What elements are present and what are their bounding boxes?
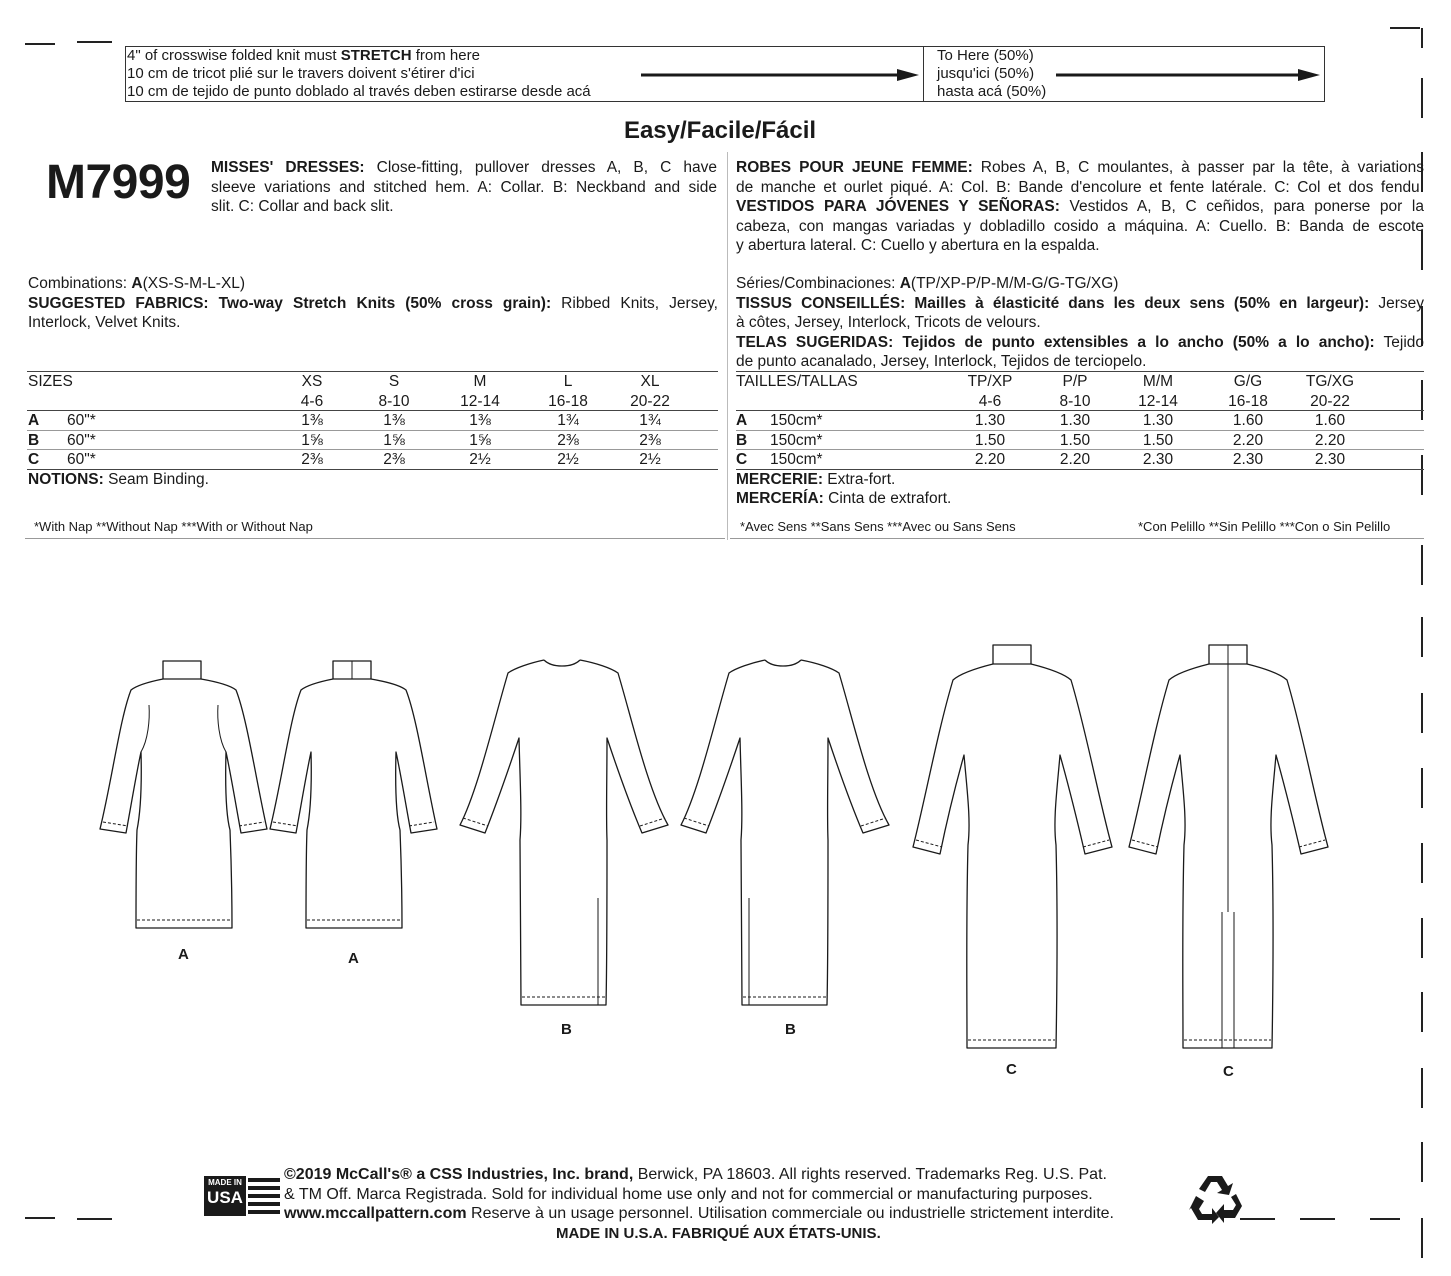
to-here-fr: jusqu'ici (50%) bbox=[937, 65, 1035, 82]
yardage-cell: 1.60 bbox=[1314, 412, 1346, 429]
made-in-usa-line: MADE IN U.S.A. FABRIQUÉ AUX ÉTATS-UNIS. bbox=[556, 1224, 881, 1242]
yardage-cell: 1.30 bbox=[1142, 412, 1174, 429]
table-row bbox=[28, 450, 718, 470]
figure-label-b-back: B bbox=[785, 1021, 796, 1038]
section-rule bbox=[25, 538, 725, 539]
con-note-es: *Con Pelillo **Sin Pelillo ***Con o Sin Pelillo bbox=[1138, 519, 1391, 534]
view-letter: B bbox=[736, 431, 748, 449]
size-range: 16-18 bbox=[548, 392, 588, 410]
section-rule bbox=[730, 538, 1424, 539]
size-range: 12-14 bbox=[460, 392, 500, 410]
yardage-cell: 2½ bbox=[639, 451, 661, 468]
website-link[interactable]: www.mccallpattern.com bbox=[284, 1205, 467, 1222]
size-header: L bbox=[563, 373, 573, 390]
size-header: S bbox=[388, 373, 400, 390]
arrow-right-icon bbox=[1056, 67, 1322, 83]
fabric-width: 150cm* bbox=[770, 451, 823, 468]
view-letter: A bbox=[736, 412, 748, 429]
figure-label-a-back: A bbox=[348, 950, 359, 967]
yardage-cell: 1¾ bbox=[557, 412, 579, 429]
yardage-cell: 2.30 bbox=[1232, 451, 1264, 468]
yardage-cell: 1.30 bbox=[1059, 412, 1091, 429]
yardage-cell: 1⅜ bbox=[469, 412, 491, 429]
yardage-cell: 2⅜ bbox=[557, 431, 579, 449]
yardage-cell: 1⅜ bbox=[383, 412, 405, 429]
dress-b-back bbox=[681, 660, 889, 1005]
copyright-line-3: www.mccallpattern.com Reserve à un usage personnel. Utilisation commerciale ou industrielle strictement interdite. bbox=[284, 1205, 1114, 1222]
size-range: 4-6 bbox=[300, 392, 324, 410]
table-row bbox=[736, 411, 1424, 431]
dress-a-front bbox=[100, 661, 267, 928]
fabric-width: 150cm* bbox=[770, 412, 823, 429]
stretch-line-en: 4" of crosswise folded knit must STRETCH from here bbox=[127, 47, 480, 64]
stretch-line-es: 10 cm de tejido de punto doblado al través deben estirarse desde acá bbox=[127, 83, 591, 100]
yardage-cell: 2½ bbox=[557, 451, 579, 468]
size-header: TP/XP bbox=[967, 373, 1013, 390]
copyright-line-2: & TM Off. Marca Registrada. Sold for individual home use only and not for commercial or manufacturing purposes. bbox=[284, 1185, 1093, 1203]
yardage-cell: 2⅜ bbox=[301, 451, 323, 468]
copyright-line-1: ©2019 McCall's® a CSS Industries, Inc. brand, Berwick, PA 18603. All rights reserved. Trademarks Reg. U.S. Pat. bbox=[284, 1166, 1107, 1183]
yardage-cell: 1.50 bbox=[974, 431, 1006, 449]
view-letter: C bbox=[736, 451, 748, 468]
fabric-width: 60"* bbox=[67, 451, 96, 468]
yardage-cell: 2.20 bbox=[1232, 431, 1264, 449]
view-letter: A bbox=[28, 412, 40, 429]
yardage-cell: 1⅝ bbox=[301, 431, 323, 449]
fabrics-fr-es: Séries/Combinaciones: A(TP/XP-P/P-M/M-G/G-TG/XG) TISSUS CONSEILLÉS: Mailles à élasticité dans les deux sens (50% en largeur): Jersey à côtes, Jersey, Interlock, Tricots de velours. TELAS SUGERIDAS: Tejidos de punto extensibles a lo ancho (50% a lo ancho): Tejido de punto acanalado, Jersey, Interlock, Tejidos de terciopelo. bbox=[736, 275, 1424, 370]
yardage-cell: 2⅜ bbox=[383, 451, 405, 468]
yardage-cell: 2.30 bbox=[1142, 451, 1174, 468]
merceria-es: MERCERÍA: Cinta de extrafort. bbox=[736, 490, 952, 507]
figure-label-c-front: C bbox=[1006, 1061, 1017, 1078]
table-row bbox=[28, 431, 718, 451]
nap-note-en: *With Nap **Without Nap ***With or Without Nap bbox=[34, 519, 313, 534]
view-letter: B bbox=[28, 431, 40, 449]
dress-b-front bbox=[460, 660, 668, 1005]
size-header: TG/XG bbox=[1305, 373, 1355, 390]
yardage-cell: 2½ bbox=[469, 451, 491, 468]
difficulty-heading: Easy/Facile/Fácil bbox=[623, 117, 817, 144]
dress-c-back bbox=[1129, 645, 1328, 1048]
badge-made-in: MADE IN bbox=[208, 1178, 242, 1187]
yardage-cell: 2⅜ bbox=[639, 431, 661, 449]
table-row bbox=[736, 431, 1424, 451]
size-header: XS bbox=[301, 373, 323, 390]
fabric-width: 60"* bbox=[67, 431, 96, 449]
size-range: 12-14 bbox=[1138, 392, 1178, 410]
notions-en: NOTIONS: Seam Binding. bbox=[28, 471, 209, 488]
yardage-cell: 2.30 bbox=[1314, 451, 1346, 468]
dress-c-front bbox=[913, 645, 1112, 1048]
stretch-gauge bbox=[125, 46, 1325, 102]
avec-note-fr: *Avec Sens **Sans Sens ***Avec ou Sans Sens bbox=[740, 519, 1016, 534]
size-header: M/M bbox=[1142, 373, 1174, 390]
size-header: P/P bbox=[1062, 373, 1088, 390]
fabrics-en: Combinations: A(XS-S-M-L-XL) SUGGESTED FABRICS: Two-way Stretch Knits (50% cross grain): Ribbed Knits, Jersey, Interlock, Velvet Knits. bbox=[28, 275, 718, 331]
yardage-cell: 1.60 bbox=[1232, 412, 1264, 429]
arrow-right-icon bbox=[641, 67, 921, 83]
to-here-en: To Here (50%) bbox=[937, 47, 1034, 64]
stretch-line-fr: 10 cm de tricot plié sur le travers doivent s'étirer d'ici bbox=[127, 65, 475, 82]
figure-label-c-back: C bbox=[1223, 1063, 1234, 1080]
pattern-number: M7999 bbox=[46, 156, 191, 209]
size-range: 4-6 bbox=[978, 392, 1002, 410]
size-range: 20-22 bbox=[630, 392, 670, 410]
yardage-cell: 1.50 bbox=[1059, 431, 1091, 449]
description-fr-es: ROBES POUR JEUNE FEMME: Robes A, B, C moulantes, à passer par la tête, à variations de manche et ourlet piqué. A: Col. B: Bande d'encolure et fente latérale. C: Col et dos fendu. VESTIDOS PARA JÓVENES Y SEÑORAS: Vestidos A, B, C ceñidos, para ponerse por la cabeza, con mangas variadas y dobladillo cosido a máquina. A: Cuello. B: Banda de escote y abertura lateral. C: Cuello y abertura en la espalda. bbox=[736, 159, 1424, 254]
fabric-width: 150cm* bbox=[770, 431, 823, 449]
view-letter: C bbox=[28, 451, 40, 468]
fabric-width: 60"* bbox=[67, 412, 96, 429]
sizes-label: SIZES bbox=[28, 373, 73, 390]
yardage-cell: 1⅝ bbox=[383, 431, 405, 449]
size-range: 16-18 bbox=[1228, 392, 1268, 410]
column-divider bbox=[727, 152, 728, 540]
yardage-cell: 2.20 bbox=[1314, 431, 1346, 449]
size-header: M bbox=[473, 373, 487, 390]
table-row bbox=[28, 411, 718, 431]
table-row bbox=[736, 450, 1424, 470]
tailles-label: TAILLES/TALLAS bbox=[736, 373, 858, 390]
made-in-usa-badge bbox=[204, 1176, 280, 1216]
garment-illustrations bbox=[0, 600, 1420, 1080]
mercerie-fr: MERCERIE: Extra-fort. bbox=[736, 471, 896, 488]
figure-label-a-front: A bbox=[178, 946, 189, 963]
size-header: G/G bbox=[1233, 373, 1263, 390]
cut-line-top bbox=[0, 0, 1451, 50]
yardage-cell: 1.30 bbox=[974, 412, 1006, 429]
yardage-cell: 2.20 bbox=[974, 451, 1006, 468]
to-here-es: hasta acá (50%) bbox=[937, 83, 1047, 100]
size-range: 20-22 bbox=[1310, 392, 1350, 410]
yardage-cell: 1⅝ bbox=[469, 431, 491, 449]
dress-a-back bbox=[270, 661, 437, 928]
size-range: 8-10 bbox=[378, 392, 410, 410]
description-en: MISSES' DRESSES: Close-fitting, pullover dresses A, B, C have sleeve variations and stitched hem. A: Collar. B: Neckband and side slit. C: Collar and back slit. bbox=[211, 159, 717, 215]
stretch-gauge-left bbox=[126, 47, 924, 101]
size-range: 8-10 bbox=[1059, 392, 1091, 410]
recycle-icon bbox=[1188, 1172, 1244, 1224]
figure-label-b-front: B bbox=[561, 1021, 572, 1038]
yardage-cell: 1¾ bbox=[639, 412, 661, 429]
size-header: XL bbox=[640, 373, 660, 390]
yardage-cell: 1⅜ bbox=[301, 412, 323, 429]
yardage-cell: 1.50 bbox=[1142, 431, 1174, 449]
yardage-cell: 2.20 bbox=[1059, 451, 1091, 468]
copyright-block bbox=[284, 1165, 1114, 1243]
badge-usa: USA bbox=[207, 1188, 243, 1207]
